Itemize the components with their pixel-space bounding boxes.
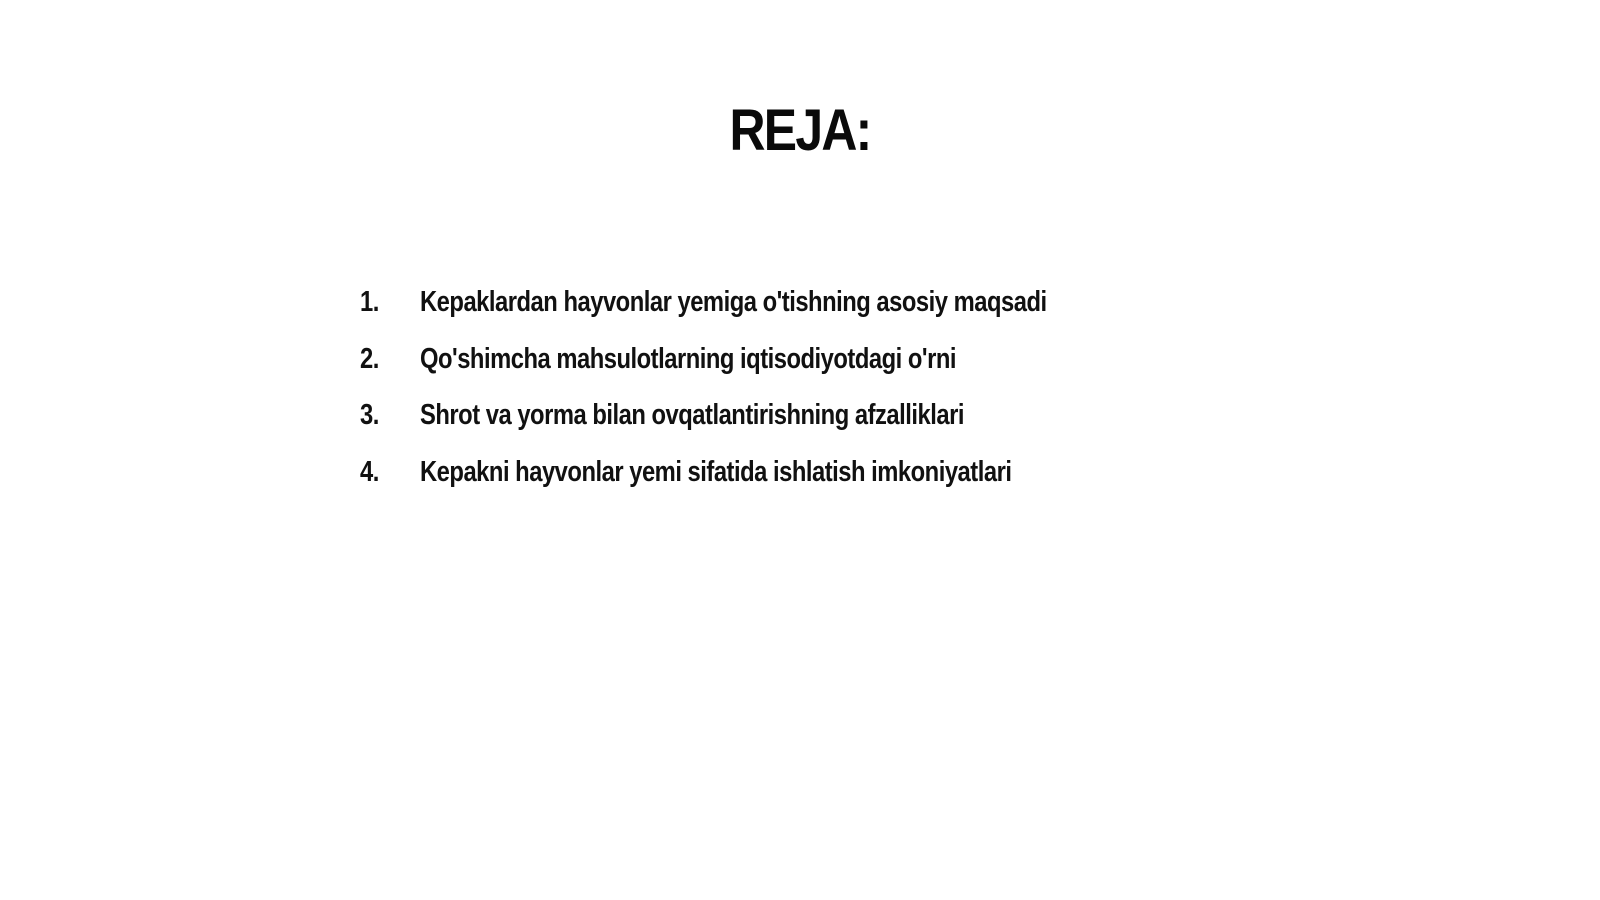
list-item-number: 1. [360, 286, 379, 318]
list-item [360, 456, 1184, 513]
list-item [360, 343, 1184, 400]
list-item [360, 286, 1184, 343]
slide-title: REJA: [729, 98, 871, 163]
list-item-number: 4. [360, 455, 379, 488]
list-item-number: 2. [360, 342, 379, 375]
list-item-number: 3. [360, 399, 379, 431]
list-item-text: Kepakni hayvonlar yemi sifatida ishlatish imkoniyatlari [420, 455, 1012, 488]
list-item-text: Shrot va yorma bilan ovqatlantirishning afzalliklari [420, 399, 964, 431]
list-item-text: Qo'shimcha mahsulotlarning iqtisodiyotdagi o'rni [420, 342, 956, 375]
plan-list [360, 286, 1184, 512]
list-item-text: Kepaklardan hayvonlar yemiga o'tishning asosiy maqsadi [420, 286, 1047, 318]
list-item [360, 399, 1184, 456]
